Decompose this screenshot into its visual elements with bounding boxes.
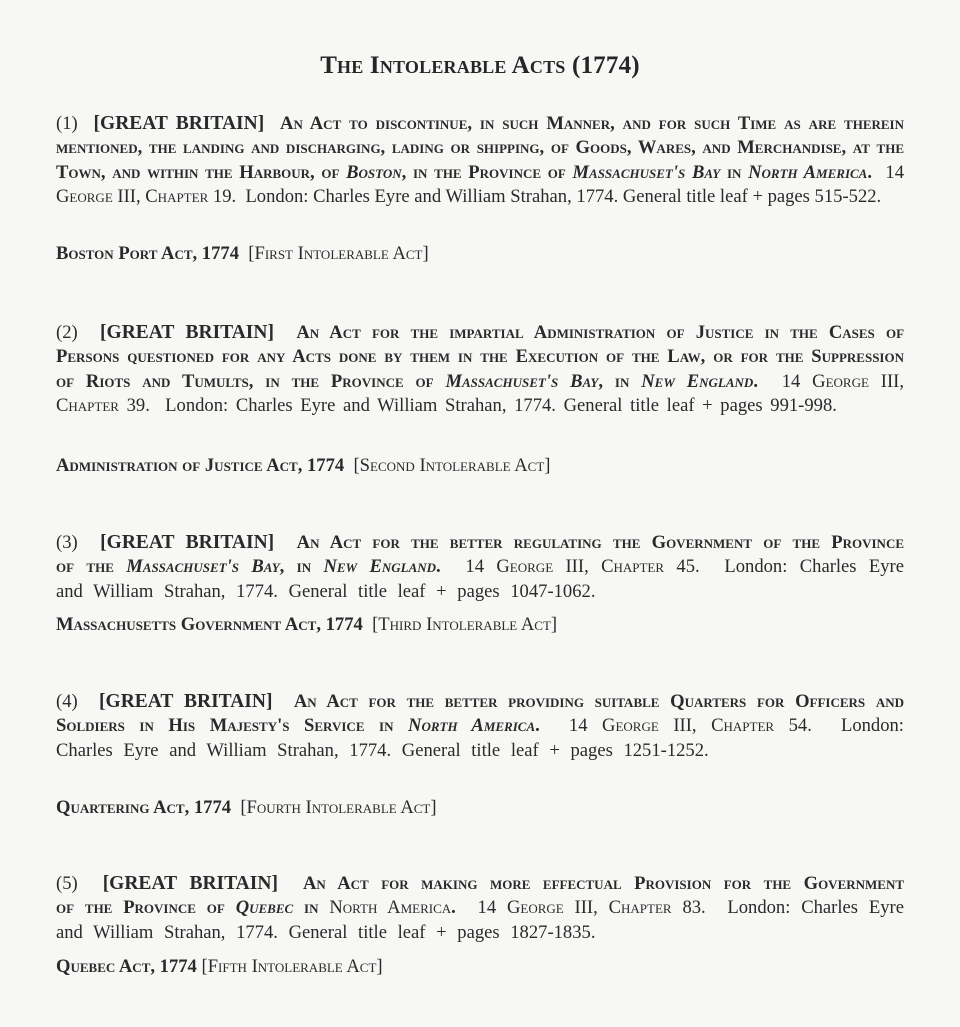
act-entry-4 — [56, 690, 904, 763]
statute-number: 14 — [781, 370, 801, 392]
act-title-plain: North America — [329, 897, 452, 919]
common-name-line-1 — [56, 242, 429, 266]
common-name: Quebec Act, 1774 — [56, 956, 197, 977]
jurisdiction: [GREAT BRITAIN] — [93, 113, 265, 134]
act-entry-1 — [56, 112, 904, 210]
act-title: . — [451, 897, 456, 919]
entry-number: (3) — [56, 532, 78, 553]
statute-number: 14 — [885, 161, 904, 183]
act-entry-2 — [56, 321, 904, 419]
act-title-italic: Massachuset's Bay — [445, 370, 599, 392]
act-title: in — [726, 161, 742, 183]
designation: [Fourth Intolerable Act] — [240, 797, 437, 818]
statute-reference: George III, Chapter — [506, 897, 672, 919]
jurisdiction: [GREAT BRITAIN] — [102, 873, 278, 894]
imprint: London: Charles Eyre and William Strahan, 1774. General title leaf + pages 1047-1062. — [56, 556, 904, 602]
common-name-line-2 — [56, 454, 550, 478]
act-entry-5 — [56, 872, 904, 945]
statute-reference: George III, Chapter — [56, 186, 209, 208]
common-name: Administration of Justice Act, 1774 — [56, 455, 345, 476]
common-name: Quartering Act, 1774 — [56, 797, 232, 818]
chapter-number: 54. — [788, 715, 812, 737]
statute-reference: George III, Chapter — [56, 370, 905, 417]
act-title: An Act for the better regulating the Government of the Province of the — [56, 532, 904, 578]
imprint: London: Charles Eyre and William Strahan, 1774. General title leaf + pages 991-998. — [165, 395, 837, 417]
designation: [Fifth Intolerable Act] — [201, 956, 383, 977]
common-name-line-3 — [56, 613, 557, 637]
jurisdiction: [GREAT BRITAIN] — [100, 322, 274, 343]
entry-number: (1) — [56, 113, 78, 134]
chapter-number: 83. — [682, 897, 706, 919]
act-title: , in the Province of — [401, 161, 566, 183]
act-title: An Act for the better providing suitable Quarters for Officers and Soldiers in His Majesty's Service in — [56, 691, 904, 737]
act-title: . — [436, 556, 441, 578]
act-citation — [56, 112, 904, 210]
act-title-italic: Massachuset's Bay — [126, 556, 280, 578]
common-name-line-4 — [56, 796, 437, 820]
designation: [First Intolerable Act] — [248, 243, 429, 264]
act-title: , in — [279, 556, 312, 578]
page-title: The Intolerable Acts (1774) — [320, 52, 640, 79]
act-citation — [56, 690, 904, 763]
statute-number: 14 — [568, 715, 588, 737]
statute-reference: George III, Chapter — [496, 556, 665, 578]
entry-number: (2) — [56, 322, 78, 343]
entry-number: (5) — [56, 873, 78, 894]
imprint: London: Charles Eyre and William Strahan, 1774. General title leaf + pages 515-522. — [245, 186, 882, 208]
act-title-italic: Massachuset's Bay — [572, 161, 721, 183]
act-title-italic: Quebec — [235, 897, 294, 919]
imprint: London: Charles Eyre and William Strahan, 1774. General title leaf + pages 1251-1252. — [56, 715, 904, 761]
act-title: , in — [598, 370, 630, 392]
common-name: Boston Port Act, 1774 — [56, 243, 239, 264]
statute-number: 14 — [477, 897, 497, 919]
act-title: . — [535, 715, 540, 737]
jurisdiction: [GREAT BRITAIN] — [99, 691, 273, 712]
act-citation — [56, 531, 904, 604]
statute-reference: George III, Chapter — [602, 715, 775, 737]
imprint: London: Charles Eyre and William Strahan, 1774. General title leaf + pages 1827-1835. — [56, 897, 904, 943]
act-title: An Act for the impartial Administration of Justice in the Cases of Persons questioned for any Acts done by them in the Execution of the Law, or for the Suppression of Riots and Tumults, in the Province of — [56, 322, 905, 392]
act-citation — [56, 321, 904, 419]
act-title-italic: Boston — [346, 161, 402, 183]
act-title: . — [867, 161, 873, 183]
act-title: . — [753, 370, 758, 392]
common-name: Massachusetts Government Act, 1774 — [56, 614, 363, 635]
act-title-italic: North America — [408, 715, 536, 737]
act-title: in — [304, 897, 319, 919]
act-title: An Act for making more effectual Provision for the Government of the Province of — [56, 873, 905, 919]
act-entry-3 — [56, 531, 904, 604]
chapter-number: 39. — [126, 395, 150, 417]
act-title-italic: New England — [323, 556, 437, 578]
statute-number: 14 — [465, 556, 485, 578]
designation: [Second Intolerable Act] — [353, 455, 551, 476]
act-title-italic: North America — [748, 161, 868, 183]
common-name-line-5 — [56, 955, 383, 979]
act-title-italic: New England — [641, 370, 754, 392]
jurisdiction: [GREAT BRITAIN] — [100, 532, 275, 553]
designation: [Third Intolerable Act] — [372, 614, 558, 635]
act-title: An Act to discontinue, in such Manner, and for such Time as are therein mentioned, the landing and discharging, lading or shipping, of Goods, Wares, and Merchandise, at the Town, and within the Harbour, of — [56, 113, 905, 183]
entry-number: (4) — [56, 691, 78, 712]
act-citation — [56, 872, 904, 945]
chapter-number: 45. — [676, 556, 700, 578]
chapter-number: 19. — [212, 186, 237, 208]
